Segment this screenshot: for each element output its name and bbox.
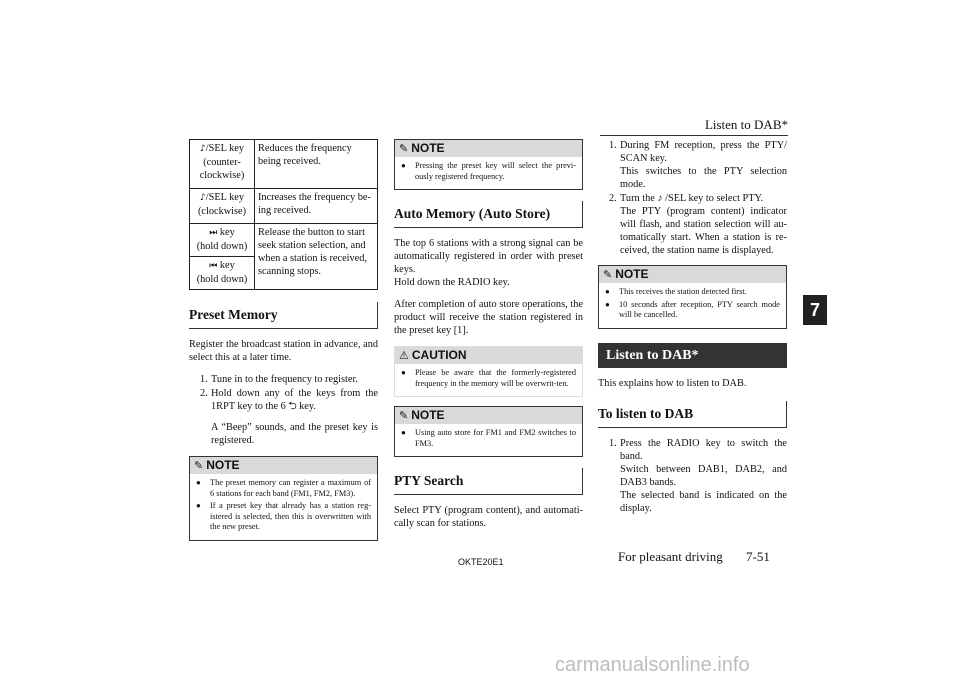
- list-item: 2. Turn the ♪ /SEL key to select PTY. The PTY (program content) indicator will flash, and station selection will au-tomatically start. When a station is re-ceived, the station name is displayed.: [609, 193, 787, 256]
- page-number: 7-51: [746, 549, 770, 564]
- note-header: ✎ NOTE: [395, 407, 582, 424]
- note-body: [395, 424, 582, 456]
- bullet-icon: ●: [401, 428, 406, 437]
- preset-intro: Register the broadcast station in advance, and select this at a later time.: [189, 339, 378, 363]
- list-item: 1. Press the RADIO key to switch the band. Switch between DAB1, DAB2, and DAB3 bands. The selected band is indicated on the display.: [609, 437, 787, 514]
- table-cell-desc: Reduces the frequency being received.: [255, 140, 378, 189]
- section-title-preset: Preset Memory: [189, 302, 378, 329]
- music-note-icon: ♪: [200, 193, 206, 203]
- key-label: key (hold down): [196, 260, 248, 285]
- list-item: 1. Tune in to the frequency to register.: [200, 374, 358, 385]
- watermark: carmanualsonline.info: [555, 654, 750, 676]
- bullet-icon: ●: [605, 287, 610, 296]
- note-icon: ✎: [194, 459, 204, 472]
- note-item: ● Using auto store for FM1 and FM2 switches to FM3.: [401, 428, 576, 448]
- list-item: 2. Hold down any of the keys from the 1RPT key to the 6 ⮌ key.: [200, 388, 378, 412]
- subsection-title-dab: To listen to DAB: [598, 401, 787, 428]
- dab-steps: [598, 437, 787, 515]
- warning-icon: ⚠: [399, 349, 409, 362]
- bullet-icon: ●: [605, 299, 610, 309]
- table-row: [190, 189, 378, 224]
- chapter-tab: 7: [803, 295, 827, 325]
- page-header-title: Listen to DAB*: [704, 117, 788, 132]
- preset-steps: [189, 373, 378, 413]
- note-header: ✎ NOTE: [599, 266, 786, 283]
- section-title-pty: PTY Search: [394, 468, 583, 495]
- caution-body: [395, 364, 582, 396]
- bullet-icon: ●: [196, 501, 201, 510]
- table-cell-key: [190, 189, 255, 224]
- section-title-auto-memory: Auto Memory (Auto Store): [394, 201, 583, 228]
- caution-header: ⚠ CAUTION: [395, 347, 582, 364]
- note-icon: ✎: [603, 268, 613, 281]
- note-item: ● This receives the station detected first.: [605, 287, 747, 296]
- footer-code: OKTE20E1: [458, 557, 504, 567]
- column-middle: [394, 139, 583, 539]
- key-function-table: [189, 139, 378, 290]
- auto-memory-p2: After completion of auto store operations, the product will receive the station registered in the preset key [1].: [394, 299, 583, 336]
- skip-back-icon: ⏮: [209, 261, 218, 271]
- footer-section: For pleasant driving: [618, 549, 723, 564]
- key-label: /SEL key (clockwise): [197, 192, 247, 217]
- table-row: [190, 140, 378, 189]
- note-box-auto: [394, 406, 583, 457]
- preset-step-note: A “Beep” sounds, and the preset key is registered.: [211, 422, 378, 446]
- note-icon: ✎: [399, 142, 409, 155]
- table-cell-key: [190, 224, 255, 257]
- note-header: ✎ NOTE: [395, 140, 582, 157]
- note-box-preset: [189, 456, 378, 541]
- note-item: ● The preset memory can register a maximum of 6 stations for each band (FM1, FM2, FM3).: [196, 478, 371, 498]
- list-item: 1. During FM reception, press the PTY/ SCAN key. This switches to the PTY selection mode.: [609, 140, 787, 190]
- note-icon: ✎: [399, 409, 409, 422]
- note-box-pty: [598, 265, 787, 329]
- header-rule: [600, 135, 788, 136]
- table-cell-desc: Increases the frequency be- ing received.: [255, 189, 378, 224]
- section-title-dab: Listen to DAB*: [598, 343, 787, 368]
- note-body: [190, 474, 377, 540]
- note-item: ● 10 seconds after reception, PTY search mode will be cancelled.: [605, 299, 780, 319]
- bullet-icon: ●: [196, 478, 201, 487]
- auto-memory-p1: The top 6 stations with a strong signal can be automatically registered in order with preset keys. Hold down the RADIO key.: [394, 238, 583, 288]
- music-note-icon: ♪: [200, 144, 206, 154]
- pty-intro: Select PTY (program content), and automati-cally scan for stations.: [394, 505, 583, 529]
- note-item: ● Pressing the preset key will select the previ-ously registered frequency.: [401, 161, 576, 181]
- bullet-icon: ●: [401, 161, 406, 170]
- table-cell-key: [190, 140, 255, 189]
- caution-item: ● Please be aware that the formerly-registered frequency in the memory will be overwrit-ten.: [401, 368, 576, 388]
- table-row: [190, 224, 378, 257]
- note-body: [599, 283, 786, 328]
- note-header: ✎ NOTE: [190, 457, 377, 474]
- key-label: /SEL key (counter- clockwise): [199, 143, 245, 181]
- skip-forward-icon: ⏭: [209, 228, 218, 238]
- bullet-icon: ●: [401, 368, 406, 377]
- column-right: [598, 139, 787, 523]
- column-left: [189, 139, 378, 550]
- table-cell-key: [190, 257, 255, 290]
- note-body: [395, 157, 582, 189]
- key-label: key (hold down): [196, 227, 248, 252]
- caution-box: [394, 346, 583, 397]
- note-item: ● If a preset key that already has a station reg-istered is selected, then this is overwritten with the new preset.: [196, 501, 371, 531]
- note-box-top: [394, 139, 583, 190]
- dab-intro: This explains how to listen to DAB.: [598, 377, 747, 389]
- table-cell-desc: Release the button to start seek station selection, and when a station is received, scanning stops.: [255, 224, 378, 290]
- pty-steps: [598, 139, 787, 257]
